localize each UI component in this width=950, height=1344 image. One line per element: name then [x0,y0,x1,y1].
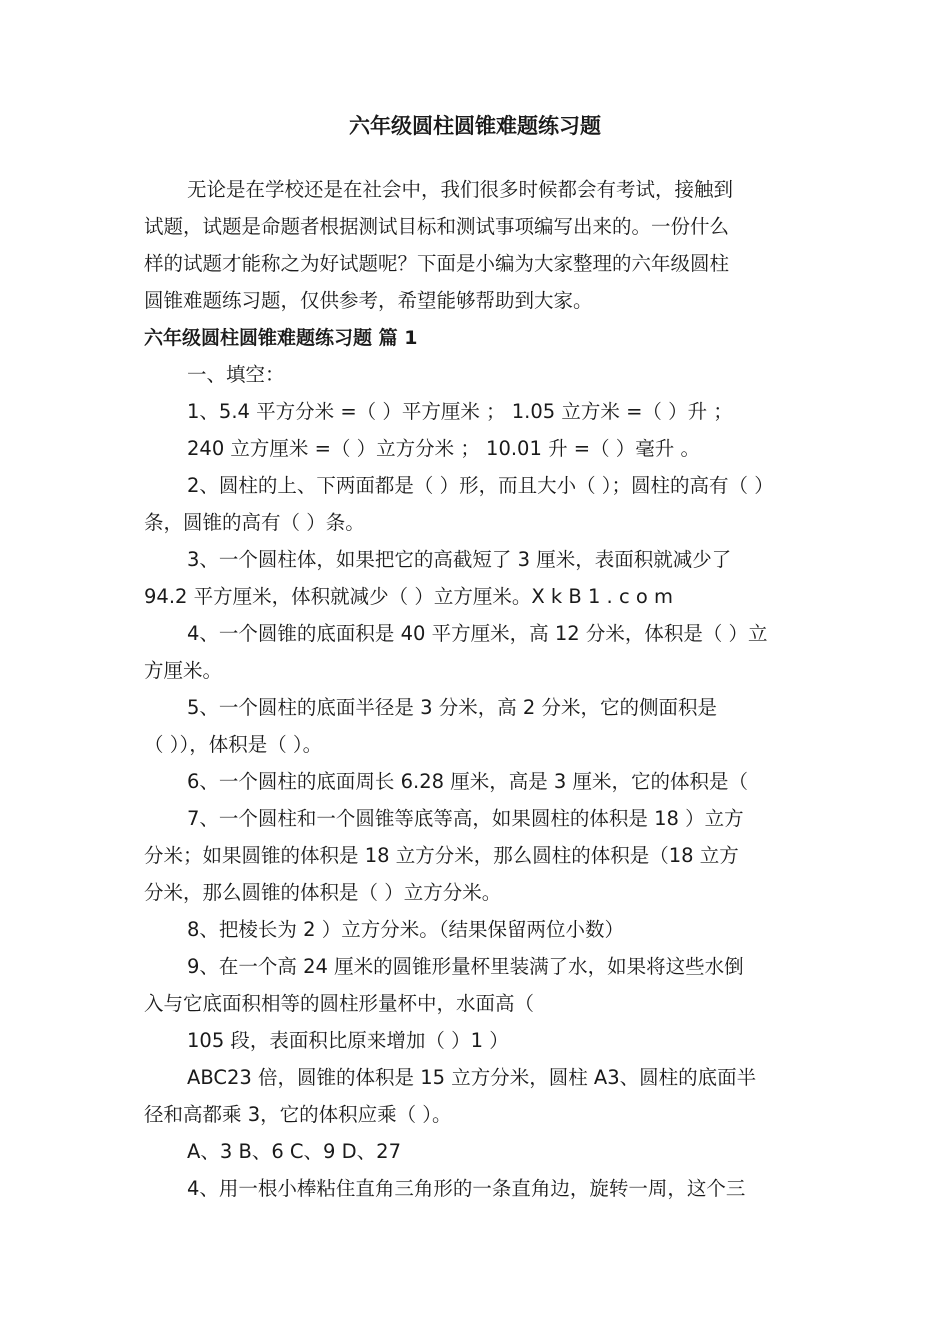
intro-line: 样的试题才能称之为好试题呢？下面是小编为大家整理的六年级圆柱 [144,252,730,275]
question-line: 入与它底面积相等的圆柱形量杯中，水面高（ [144,992,535,1015]
section-heading: 六年级圆柱圆锥难题练习题 篇 1 [144,327,418,349]
question-line: 240 立方厘米 =（ ）立方分米 ； 10.01 升 =（ ）毫升 。 [187,437,701,460]
question-line: 94.2 平方厘米，体积就减少（ ）立方厘米。X k B 1 . c o m [144,585,673,608]
answer-options: A、3 B、6 C、9 D、27 [187,1140,401,1163]
question-line: 4、用一根小棒粘住直角三角形的一条直角边，旋转一周，这个三 [187,1177,746,1200]
question-line: 105 段，表面积比原来增加（ ）1 ） [187,1029,509,1052]
question-line: 1、5.4 平方分米 =（ ）平方厘米 ； 1.05 立方米 =（ ）升 ； [187,400,733,423]
question-line: 9、在一个高 24 厘米的圆锥形量杯里装满了水，如果将这些水倒 [187,955,744,978]
intro-line: 试题，试题是命题者根据测试目标和测试事项编写出来的。一份什么 [144,215,730,238]
intro-line: 圆锥难题练习题，仅供参考，希望能够帮助到大家。 [144,289,593,312]
section-label: 一、填空： [187,363,285,386]
intro-line: 无论是在学校还是在社会中，我们很多时候都会有考试，接触到 [187,178,734,201]
question-line: 4、一个圆锥的底面积是 40 平方厘米，高 12 分米，体积是（ ）立 [187,622,768,645]
document-title: 六年级圆柱圆锥难题练习题 [349,114,601,138]
question-line: 8、把棱长为 2 ）立方分米。（结果保留两位小数） [187,918,624,941]
question-line: 6、一个圆柱的底面周长 6.28 厘米，高是 3 厘米，它的体积是（ [187,770,749,793]
question-line: 条，圆锥的高有（ ）条。 [144,511,365,534]
question-line: （ ）），体积是（ ）。 [144,733,323,756]
question-line: ABC23 倍，圆锥的体积是 15 立方分米，圆柱 A3、圆柱的底面半 [187,1066,757,1089]
question-line: 径和高都乘 3，它的体积应乘（ ）。 [144,1103,452,1126]
question-line: 7、一个圆柱和一个圆锥等底等高，如果圆柱的体积是 18 ）立方 [187,807,744,830]
question-line: 方厘米。 [144,659,223,682]
question-line: 2、圆柱的上、下两面都是（ ）形，而且大小（ ）；圆柱的高有（ ） [187,474,774,497]
question-line: 分米；如果圆锥的体积是 18 立方分米，那么圆柱的体积是（18 立方 [144,844,739,867]
question-line: 分米，那么圆锥的体积是（ ）立方分米。 [144,881,502,904]
question-line: 3、一个圆柱体，如果把它的高截短了 3 厘米，表面积就减少了 [187,548,732,571]
question-line: 5、一个圆柱的底面半径是 3 分米，高 2 分米，它的侧面积是 [187,696,718,719]
